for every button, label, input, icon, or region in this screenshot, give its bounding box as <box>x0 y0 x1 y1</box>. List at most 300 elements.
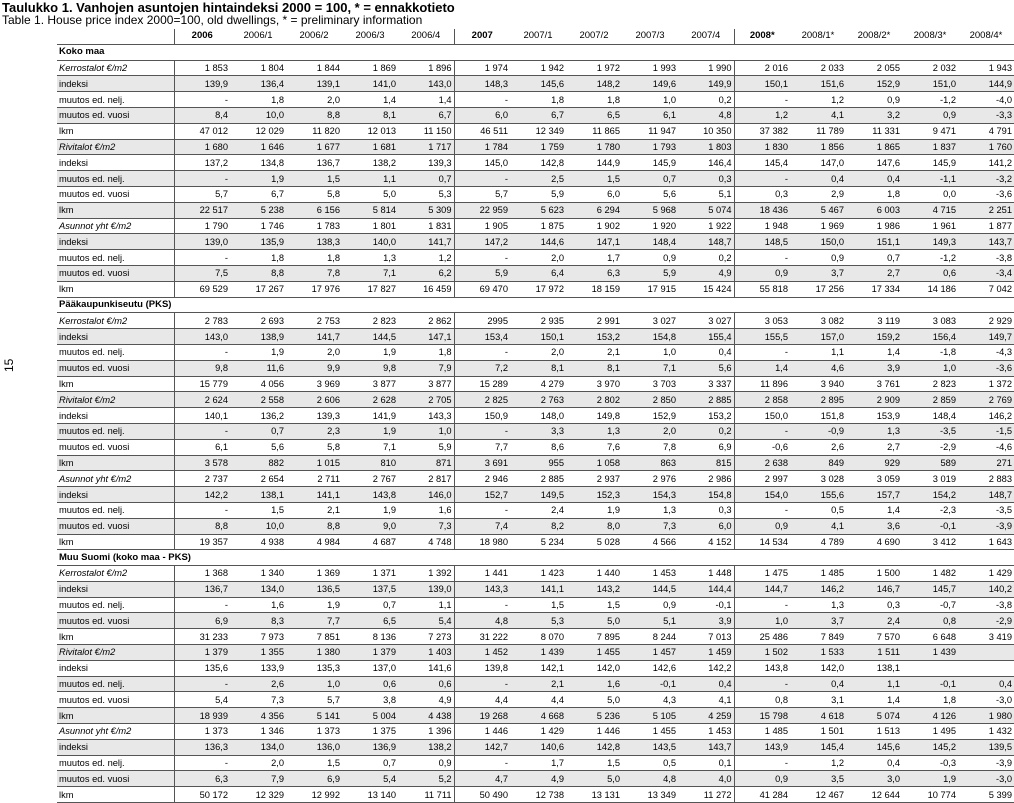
table-cell: 1,2 <box>790 92 846 108</box>
table-cell: 1,6 <box>398 502 454 518</box>
table-cell: 5,3 <box>398 186 454 202</box>
row-label: lkm <box>57 708 174 724</box>
table-cell: 3 691 <box>454 455 510 471</box>
table-cell: 4 687 <box>342 534 398 550</box>
row-label: lkm <box>57 376 174 392</box>
table-cell: 7,1 <box>342 265 398 281</box>
table-cell: 3 027 <box>622 313 678 329</box>
header-corner <box>57 29 174 44</box>
table-cell: 136,2 <box>230 408 286 424</box>
table-cell: 139,5 <box>958 739 1014 755</box>
table-cell: 0,1 <box>678 755 734 771</box>
table-cell: 2,4 <box>510 502 566 518</box>
table-cell: 155,5 <box>734 329 790 345</box>
table-cell: 6,2 <box>398 265 454 281</box>
table-cell: 0,2 <box>678 423 734 439</box>
table-cell: 955 <box>510 455 566 471</box>
table-cell: 11 865 <box>566 123 622 139</box>
table-cell: 1 986 <box>846 218 902 234</box>
table-cell: 1 485 <box>734 724 790 740</box>
table-cell: 146,2 <box>790 581 846 597</box>
table-cell: 0,9 <box>846 92 902 108</box>
table-cell: 3 027 <box>678 313 734 329</box>
table-row <box>57 408 1014 424</box>
table-cell: 1 760 <box>958 139 1014 155</box>
table-cell: 1 961 <box>902 218 958 234</box>
table-cell: 1 440 <box>566 566 622 582</box>
row-label: Kerrostalot €/m2 <box>57 60 174 76</box>
section-header-row <box>57 550 1014 566</box>
table-cell: 8 136 <box>342 629 398 645</box>
table-cell: 1,2 <box>734 107 790 123</box>
table-cell: 2 895 <box>790 392 846 408</box>
section-title: Koko maa <box>57 44 1014 60</box>
table-cell: 4,8 <box>622 771 678 787</box>
table-cell: 2995 <box>454 313 510 329</box>
table-cell: 18 980 <box>454 534 510 550</box>
table-cell: 149,3 <box>902 234 958 250</box>
table-cell: 145,0 <box>454 155 510 171</box>
table-cell: 1 783 <box>286 218 342 234</box>
table-cell: 1,1 <box>398 597 454 613</box>
table-cell: -1,5 <box>958 423 1014 439</box>
table-cell: 135,9 <box>230 234 286 250</box>
table-cell: 3 412 <box>902 534 958 550</box>
table-cell: 5,8 <box>286 186 342 202</box>
table-cell: 1 803 <box>678 139 734 155</box>
row-label: lkm <box>57 629 174 645</box>
table-cell: 1,8 <box>566 92 622 108</box>
table-cell: 1 432 <box>958 724 1014 740</box>
table-cell: 1 942 <box>510 60 566 76</box>
table-cell: 2 705 <box>398 392 454 408</box>
table-cell: 148,0 <box>510 408 566 424</box>
table-cell: 1 446 <box>454 724 510 740</box>
table-cell: 815 <box>678 455 734 471</box>
table-cell: 1,9 <box>230 171 286 187</box>
house-price-index-table <box>57 29 1014 803</box>
table-cell: - <box>734 597 790 613</box>
table-row <box>57 692 1014 708</box>
table-cell: 7 013 <box>678 629 734 645</box>
table-row <box>57 344 1014 360</box>
header-row <box>57 29 1014 44</box>
table-cell: 1 429 <box>510 724 566 740</box>
table-cell: 16 459 <box>398 281 454 297</box>
table-cell: 156,4 <box>902 329 958 345</box>
table-cell: 5,4 <box>398 613 454 629</box>
table-cell: 8,4 <box>174 107 230 123</box>
row-label: lkm <box>57 281 174 297</box>
row-label: lkm <box>57 123 174 139</box>
table-cell: 5,1 <box>622 613 678 629</box>
section-title: Pääkaupunkiseutu (PKS) <box>57 297 1014 313</box>
table-cell: 19 357 <box>174 534 230 550</box>
table-cell: 5 814 <box>342 202 398 218</box>
row-label: muutos ed. nelj. <box>57 755 174 771</box>
table-cell: 1,9 <box>342 423 398 439</box>
table-cell: 18 159 <box>566 281 622 297</box>
table-cell: 0,9 <box>734 518 790 534</box>
table-cell: 1 717 <box>398 139 454 155</box>
table-cell: 8,8 <box>286 518 342 534</box>
table-cell: 4 690 <box>846 534 902 550</box>
table-row <box>57 502 1014 518</box>
table-cell: 8 244 <box>622 629 678 645</box>
table-cell: 0,3 <box>846 597 902 613</box>
table-cell: 3,6 <box>846 518 902 534</box>
table-cell: 1 371 <box>342 566 398 582</box>
table-cell: 4 789 <box>790 534 846 550</box>
table-cell: 55 818 <box>734 281 790 297</box>
row-label: muutos ed. vuosi <box>57 107 174 123</box>
table-cell: -2,9 <box>902 439 958 455</box>
table-cell: 1,6 <box>230 597 286 613</box>
table-cell: 2 885 <box>510 471 566 487</box>
table-cell: 1 746 <box>230 218 286 234</box>
table-cell: 2 251 <box>958 202 1014 218</box>
table-cell: 7,3 <box>398 518 454 534</box>
table-cell: 147,6 <box>846 155 902 171</box>
table-cell: 4 938 <box>230 534 286 550</box>
table-cell: 134,0 <box>230 581 286 597</box>
table-cell: 69 529 <box>174 281 230 297</box>
table-cell: 5,6 <box>678 360 734 376</box>
table-cell: 159,2 <box>846 329 902 345</box>
table-cell: 12 644 <box>846 787 902 803</box>
table-cell: - <box>454 344 510 360</box>
table-cell: 1,3 <box>566 423 622 439</box>
table-cell: 2 033 <box>790 60 846 76</box>
table-cell: 2 825 <box>454 392 510 408</box>
table-cell: 0,9 <box>622 597 678 613</box>
table-cell: 8,1 <box>566 360 622 376</box>
table-cell: 5 236 <box>566 708 622 724</box>
table-cell: 5,0 <box>342 186 398 202</box>
table-cell: 2,7 <box>846 439 902 455</box>
table-cell: 143,5 <box>622 739 678 755</box>
table-cell: 7 570 <box>846 629 902 645</box>
table-row <box>57 92 1014 108</box>
table-cell: -3,5 <box>958 502 1014 518</box>
table-cell: 1,8 <box>902 692 958 708</box>
table-cell: 4 356 <box>230 708 286 724</box>
table-cell: 4,9 <box>678 265 734 281</box>
table-cell: 4 715 <box>902 202 958 218</box>
table-cell: 150,1 <box>510 329 566 345</box>
row-label: muutos ed. vuosi <box>57 439 174 455</box>
table-cell: 1 372 <box>958 376 1014 392</box>
table-cell: 2 946 <box>454 471 510 487</box>
table-row <box>57 676 1014 692</box>
table-cell: 4,1 <box>790 518 846 534</box>
table-cell: 1 015 <box>286 455 342 471</box>
table-cell: 3,2 <box>846 107 902 123</box>
table-cell: 3 940 <box>790 376 846 392</box>
table-cell: 4 566 <box>622 534 678 550</box>
table-cell: 7,1 <box>342 439 398 455</box>
table-cell <box>902 660 958 676</box>
table-cell: 136,9 <box>342 739 398 755</box>
row-label: indeksi <box>57 581 174 597</box>
table-cell: 6 294 <box>566 202 622 218</box>
table-cell: 151,0 <box>902 76 958 92</box>
table-cell: 1 455 <box>622 724 678 740</box>
table-cell: 9,8 <box>342 360 398 376</box>
table-cell: 3 969 <box>286 376 342 392</box>
table-cell: - <box>454 502 510 518</box>
table-cell: 1,5 <box>566 755 622 771</box>
table-cell: - <box>734 676 790 692</box>
table-cell <box>958 645 1014 661</box>
table-cell: 0,2 <box>678 250 734 266</box>
table-cell: 871 <box>398 455 454 471</box>
table-cell: 12 349 <box>510 123 566 139</box>
table-cell: 1,4 <box>846 692 902 708</box>
table-cell: 1,3 <box>790 597 846 613</box>
table-cell: 2 763 <box>510 392 566 408</box>
table-row <box>57 566 1014 582</box>
table-cell: 3,9 <box>678 613 734 629</box>
section-header-row <box>57 44 1014 60</box>
table-cell: 3,0 <box>846 771 902 787</box>
row-label: muutos ed. nelj. <box>57 676 174 692</box>
table-cell: 1,9 <box>286 597 342 613</box>
table-cell: 0,4 <box>958 676 1014 692</box>
table-cell: 153,2 <box>678 408 734 424</box>
table-cell: 0,7 <box>342 597 398 613</box>
table-cell: 1,1 <box>790 344 846 360</box>
table-subtitle: Table 1. House price index 2000=100, old dwellings, * = preliminary information <box>2 13 423 27</box>
table-cell: 1,2 <box>398 250 454 266</box>
table-cell: 5,4 <box>174 692 230 708</box>
table-cell: 2 991 <box>566 313 622 329</box>
table-cell: 141,0 <box>342 76 398 92</box>
table-row <box>57 155 1014 171</box>
table-cell: -0,1 <box>902 676 958 692</box>
table-cell: 138,1 <box>846 660 902 676</box>
row-label: Asunnot yht €/m2 <box>57 471 174 487</box>
table-cell: 4 152 <box>678 534 734 550</box>
table-cell: 135,3 <box>286 660 342 676</box>
table-title: Taulukko 1. Vanhojen asuntojen hintaindeksi 2000 = 100, * = ennakkotieto <box>2 0 455 15</box>
table-cell: 142,0 <box>790 660 846 676</box>
table-cell: 3 761 <box>846 376 902 392</box>
table-cell: 5,2 <box>398 771 454 787</box>
table-cell: 0,4 <box>678 344 734 360</box>
table-cell: 149,8 <box>566 408 622 424</box>
row-label: muutos ed. nelj. <box>57 171 174 187</box>
table-cell: 142,7 <box>454 739 510 755</box>
table-cell: 152,9 <box>622 408 678 424</box>
table-cell: 152,7 <box>454 487 510 503</box>
table-cell: 7,8 <box>286 265 342 281</box>
table-cell: 1,9 <box>342 344 398 360</box>
table-cell: 4,1 <box>790 107 846 123</box>
table-cell: 4 668 <box>510 708 566 724</box>
table-cell: - <box>454 250 510 266</box>
table-cell: -0,3 <box>902 755 958 771</box>
table-cell: 7,9 <box>230 771 286 787</box>
table-cell: 9 471 <box>902 123 958 139</box>
table-cell: 12 467 <box>790 787 846 803</box>
table-cell: 0,8 <box>902 613 958 629</box>
table-cell: 1 681 <box>342 139 398 155</box>
table-cell: 149,9 <box>678 76 734 92</box>
table-cell: 1,1 <box>342 171 398 187</box>
table-cell: 1 475 <box>734 566 790 582</box>
table-cell: 7 851 <box>286 629 342 645</box>
row-label: muutos ed. vuosi <box>57 771 174 787</box>
table-cell: 0,9 <box>902 107 958 123</box>
table-cell: 144,4 <box>678 581 734 597</box>
table-cell: 1 920 <box>622 218 678 234</box>
table-cell: 1 974 <box>454 60 510 76</box>
table-row <box>57 281 1014 297</box>
table-cell: 1 369 <box>286 566 342 582</box>
table-cell: 17 256 <box>790 281 846 297</box>
table-cell: 7,4 <box>454 518 510 534</box>
row-label: muutos ed. nelj. <box>57 597 174 613</box>
table-cell: 146,2 <box>958 408 1014 424</box>
table-cell: 6,7 <box>510 107 566 123</box>
table-cell: 2 769 <box>958 392 1014 408</box>
table-cell: 7 973 <box>230 629 286 645</box>
table-cell: 141,9 <box>342 408 398 424</box>
table-cell: 4,9 <box>398 692 454 708</box>
table-cell: 136,4 <box>230 76 286 92</box>
table-cell: - <box>454 171 510 187</box>
table-cell: 3 419 <box>958 629 1014 645</box>
table-cell: - <box>174 502 230 518</box>
table-cell: 137,0 <box>342 660 398 676</box>
table-cell: 144,7 <box>734 581 790 597</box>
table-cell: 1,8 <box>846 186 902 202</box>
table-cell: 145,9 <box>622 155 678 171</box>
table-cell: 1,4 <box>846 502 902 518</box>
table-cell: 1 793 <box>622 139 678 155</box>
table-cell: 3 059 <box>846 471 902 487</box>
table-cell: 1 452 <box>454 645 510 661</box>
table-cell: 1 896 <box>398 60 454 76</box>
table-cell: 1 058 <box>566 455 622 471</box>
row-label: indeksi <box>57 155 174 171</box>
table-row <box>57 660 1014 676</box>
table-cell: 1 801 <box>342 218 398 234</box>
table-cell: 6,4 <box>510 265 566 281</box>
table-cell: 1 780 <box>566 139 622 155</box>
table-cell: 5,9 <box>622 265 678 281</box>
table-cell: 0,9 <box>734 771 790 787</box>
table-cell: 5 309 <box>398 202 454 218</box>
table-cell: 3 970 <box>566 376 622 392</box>
table-cell: 0,7 <box>342 755 398 771</box>
table-cell: 0,7 <box>846 250 902 266</box>
table-cell: 5,9 <box>510 186 566 202</box>
column-header: 2006 <box>174 29 230 44</box>
table-cell: 145,6 <box>846 739 902 755</box>
table-cell: 15 779 <box>174 376 230 392</box>
table-cell: 141,1 <box>510 581 566 597</box>
table-cell: 25 486 <box>734 629 790 645</box>
table-cell: 0,4 <box>790 171 846 187</box>
table-cell: 1,0 <box>286 676 342 692</box>
table-cell: 1,6 <box>566 676 622 692</box>
table-cell: 149,5 <box>510 487 566 503</box>
table-cell: 2 823 <box>902 376 958 392</box>
table-cell: 144,9 <box>566 155 622 171</box>
table-cell: 4 984 <box>286 534 342 550</box>
table-row <box>57 597 1014 613</box>
table-cell: 4,8 <box>454 613 510 629</box>
table-cell: 13 140 <box>342 787 398 803</box>
table-cell: 2 883 <box>958 471 1014 487</box>
table-cell: 154,2 <box>902 487 958 503</box>
table-cell: 69 470 <box>454 281 510 297</box>
table-cell: 1,7 <box>510 755 566 771</box>
table-cell: 145,6 <box>510 76 566 92</box>
table-cell: 9,9 <box>286 360 342 376</box>
table-cell: 143,7 <box>678 739 734 755</box>
table-cell: 6,0 <box>566 186 622 202</box>
table-cell: 139,0 <box>398 581 454 597</box>
table-cell: 1 368 <box>174 566 230 582</box>
section-title: Muu Suomi (koko maa - PKS) <box>57 550 1014 566</box>
table-cell: 1,7 <box>566 250 622 266</box>
table-cell: 5,7 <box>174 186 230 202</box>
table-cell: 50 172 <box>174 787 230 803</box>
table-cell: -3,8 <box>958 250 1014 266</box>
table-cell: 144,9 <box>958 76 1014 92</box>
table-cell: 6,9 <box>286 771 342 787</box>
table-row <box>57 376 1014 392</box>
table-cell: 5,1 <box>678 186 734 202</box>
table-cell: 1,2 <box>790 755 846 771</box>
table-cell: 1 948 <box>734 218 790 234</box>
table-cell <box>958 660 1014 676</box>
table-cell: 155,4 <box>678 329 734 345</box>
table-cell: - <box>174 344 230 360</box>
table-cell: -0,6 <box>734 439 790 455</box>
table-cell: 6,3 <box>566 265 622 281</box>
table-cell: 7,1 <box>622 360 678 376</box>
table-cell: 13 349 <box>622 787 678 803</box>
table-row <box>57 107 1014 123</box>
table-cell: 142,2 <box>174 487 230 503</box>
table-cell: 863 <box>622 455 678 471</box>
table-cell: 2 862 <box>398 313 454 329</box>
table-cell: 3 877 <box>398 376 454 392</box>
table-cell: 137,5 <box>342 581 398 597</box>
table-cell: -4,6 <box>958 439 1014 455</box>
row-label: lkm <box>57 787 174 803</box>
table-cell: 4 438 <box>398 708 454 724</box>
table-cell: 141,7 <box>398 234 454 250</box>
table-cell: 2 976 <box>622 471 678 487</box>
table-cell: 6,7 <box>398 107 454 123</box>
table-cell: 1,8 <box>230 92 286 108</box>
row-label: muutos ed. vuosi <box>57 518 174 534</box>
table-row <box>57 76 1014 92</box>
table-cell: 143,8 <box>734 660 790 676</box>
table-cell: 1 865 <box>846 139 902 155</box>
table-cell: 150,0 <box>790 234 846 250</box>
table-cell: 2,5 <box>510 171 566 187</box>
table-cell: 2 032 <box>902 60 958 76</box>
table-cell: 8,3 <box>230 613 286 629</box>
table-cell: 8,8 <box>286 107 342 123</box>
table-cell: 139,3 <box>398 155 454 171</box>
